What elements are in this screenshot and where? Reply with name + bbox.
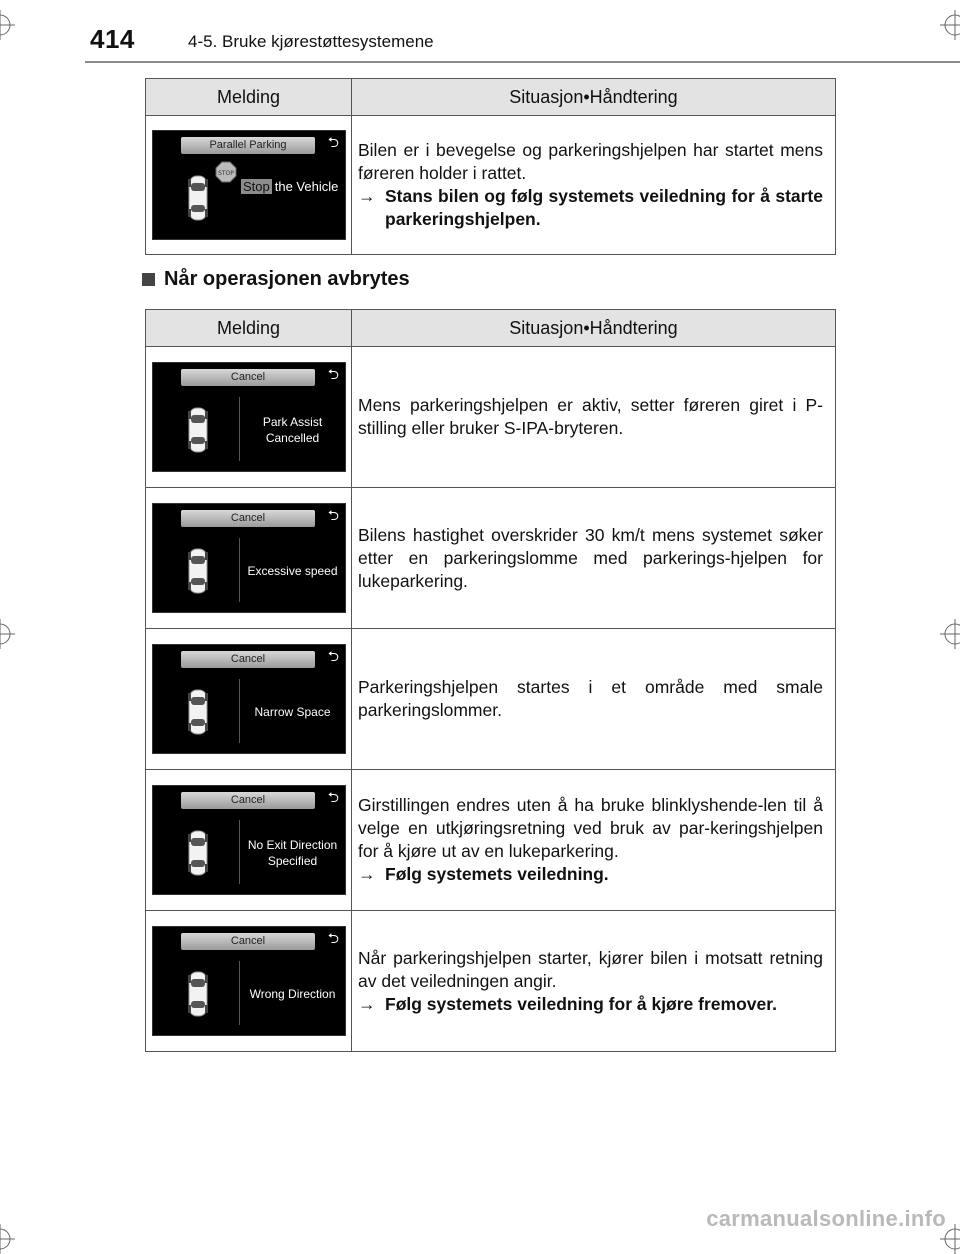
screen-message: Park Assist Cancelled bbox=[262, 415, 323, 445]
screen-message: Wrong Direction bbox=[249, 987, 336, 1001]
column-header-message: Melding bbox=[146, 79, 352, 116]
display-screen-wrong-direction bbox=[152, 926, 346, 1036]
screen-mode-bar: Cancel bbox=[181, 651, 315, 668]
action-line bbox=[358, 863, 823, 886]
section-title: 4-5. Bruke kjørestøttesystemene bbox=[188, 32, 434, 51]
right-arrow-icon: → bbox=[358, 186, 376, 206]
column-header-situation: Situasjon•Håndtering bbox=[352, 79, 836, 116]
display-screen-narrow-space bbox=[152, 644, 346, 754]
message-image-cell bbox=[146, 770, 352, 911]
car-top-view-icon bbox=[188, 548, 208, 594]
return-arrow-icon: ⮌ bbox=[327, 648, 339, 664]
situation-cell bbox=[352, 488, 836, 629]
table-row bbox=[146, 116, 836, 255]
registration-mark-mid-right-icon bbox=[940, 619, 960, 649]
registration-mark-top-right-icon bbox=[940, 10, 960, 40]
car-top-view-icon bbox=[188, 689, 208, 735]
registration-mark-bottom-left-icon bbox=[0, 1224, 15, 1254]
message-image-cell bbox=[146, 911, 352, 1052]
right-arrow-icon: → bbox=[358, 993, 376, 1014]
message-image-cell bbox=[146, 116, 352, 255]
display-screen-park-assist-cancelled bbox=[152, 362, 346, 472]
table-header-row bbox=[146, 79, 836, 116]
screen-mode-bar: Cancel bbox=[181, 933, 315, 950]
watermark: carmanualsonline.info bbox=[706, 1206, 946, 1231]
registration-mark-mid-left-icon bbox=[0, 619, 15, 649]
message-image-cell bbox=[146, 629, 352, 770]
subsection-heading bbox=[142, 268, 410, 291]
situation-cell bbox=[352, 629, 836, 770]
return-arrow-icon: ⮌ bbox=[327, 134, 339, 150]
column-header-message: Melding bbox=[146, 310, 352, 347]
table-header-row bbox=[146, 310, 836, 347]
display-screen-parallel-parking bbox=[152, 130, 346, 240]
action-text: Stans bilen og følg systemets veiledning for å starte parkeringshjelpen. bbox=[385, 186, 823, 229]
column-header-situation: Situasjon•Håndtering bbox=[352, 310, 836, 347]
situation-cell bbox=[352, 911, 836, 1052]
situation-text: Parkeringshjelpen startes i et område med smale parkeringslommer. bbox=[358, 677, 823, 720]
action-text: Følg systemets veiledning for å kjøre fremover. bbox=[385, 993, 777, 1014]
return-arrow-icon: ⮌ bbox=[327, 366, 339, 382]
situation-text: Bilens hastighet overskrider 30 km/t mens systemet søker etter en parkeringslomme med parkerings-hjelpen for lukeparkering. bbox=[358, 524, 823, 591]
table-row bbox=[146, 770, 836, 911]
return-arrow-icon: ⮌ bbox=[327, 789, 339, 805]
situation-text: Bilen er i bevegelse og parkeringshjelpen har startet mens føreren holder i rattet. bbox=[358, 140, 823, 183]
action-text: Følg systemets veiledning. bbox=[385, 864, 609, 884]
screen-message-rest: the Vehicle bbox=[274, 179, 339, 194]
table-row bbox=[146, 629, 836, 770]
situation-cell bbox=[352, 347, 836, 488]
car-top-view-icon bbox=[188, 971, 208, 1017]
car-top-view-icon bbox=[188, 407, 208, 453]
square-bullet-icon bbox=[142, 273, 155, 286]
display-screen-no-exit-direction bbox=[152, 785, 346, 895]
situation-text: Girstillingen endres uten å ha bruke blinklyshende-len til å velge en utkjøringsretning ved bruk av par-keringshjelpen for å kjøre ut av en lukeparkering. bbox=[358, 795, 823, 861]
return-arrow-icon: ⮌ bbox=[327, 507, 339, 523]
stop-sign-icon bbox=[215, 161, 237, 183]
stop-sign-label: STOP bbox=[218, 170, 234, 177]
screen-mode-bar: Parallel Parking bbox=[181, 137, 315, 154]
table-row bbox=[146, 911, 836, 1052]
action-line bbox=[358, 185, 823, 231]
message-table-2 bbox=[145, 309, 836, 1052]
message-image-cell bbox=[146, 347, 352, 488]
screen-mode-bar: Cancel bbox=[181, 792, 315, 809]
car-top-view-icon bbox=[188, 175, 208, 221]
situation-cell bbox=[352, 116, 836, 255]
table-row bbox=[146, 488, 836, 629]
situation-cell bbox=[352, 770, 836, 911]
screen-message: Excessive speed bbox=[247, 564, 338, 578]
header-rule bbox=[85, 61, 960, 63]
situation-text: Mens parkeringshjelpen er aktiv, setter føreren giret i P-stilling eller bruker S-IPA-bryteren. bbox=[358, 395, 823, 438]
display-screen-excessive-speed bbox=[152, 503, 346, 613]
situation-text: Når parkeringshjelpen starter, kjører bilen i motsatt retning av det veiledningen angir. bbox=[358, 947, 823, 991]
screen-message: No Exit Direction Specified bbox=[247, 838, 338, 868]
stop-word-highlight: Stop bbox=[243, 179, 270, 194]
message-image-cell bbox=[146, 488, 352, 629]
registration-mark-top-left-icon bbox=[0, 10, 15, 40]
message-table-1 bbox=[145, 78, 836, 255]
page-number: 414 bbox=[90, 24, 135, 54]
car-top-view-icon bbox=[188, 830, 208, 876]
screen-message: Narrow Space bbox=[254, 705, 331, 719]
right-arrow-icon: → bbox=[358, 864, 376, 884]
screen-mode-bar: Cancel bbox=[181, 369, 315, 386]
subsection-heading-text: Når operasjonen avbrytes bbox=[164, 268, 410, 290]
table-row bbox=[146, 347, 836, 488]
action-line bbox=[358, 993, 823, 1016]
screen-message bbox=[241, 177, 338, 197]
screen-mode-bar: Cancel bbox=[181, 510, 315, 527]
return-arrow-icon: ⮌ bbox=[327, 930, 339, 946]
